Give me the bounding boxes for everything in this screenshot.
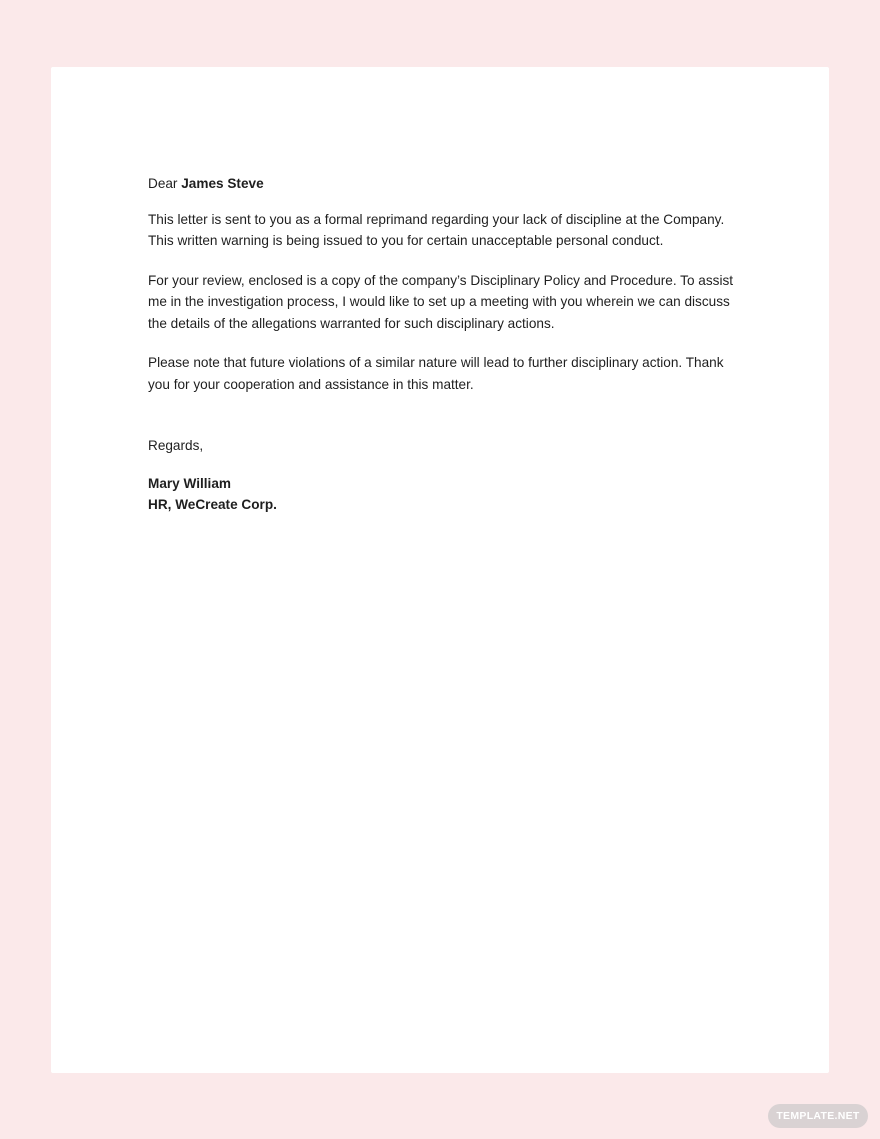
signer-title: HR, WeCreate Corp. xyxy=(148,497,277,512)
template-net-watermark: TEMPLATE.NET xyxy=(768,1104,868,1128)
paragraph-1: This letter is sent to you as a formal reprimand regarding your lack of discipline at the Company. This written warning is being issued to you for certain unacceptable personal conduct. xyxy=(148,211,725,248)
letter-body xyxy=(148,173,748,516)
salutation: Dear xyxy=(148,176,178,191)
paragraph-2: For your review, enclosed is a copy of the company’s Disciplinary Policy and Procedure. To assist me in the investigation process, I would like to set up a meeting with you wherein we can discuss the details of the allegations warranted for such disciplinary actions. xyxy=(148,272,734,331)
closing: Regards, xyxy=(148,438,204,453)
signer-name: Mary William xyxy=(148,475,231,491)
greeting-line xyxy=(148,173,748,195)
paragraph-3: Please note that future violations of a similar nature will lead to further disciplinary action. Thank you for your cooperation and assistance in this matter. xyxy=(148,355,724,392)
recipient-name: James Steve xyxy=(181,176,264,191)
letter-page xyxy=(51,67,829,1073)
